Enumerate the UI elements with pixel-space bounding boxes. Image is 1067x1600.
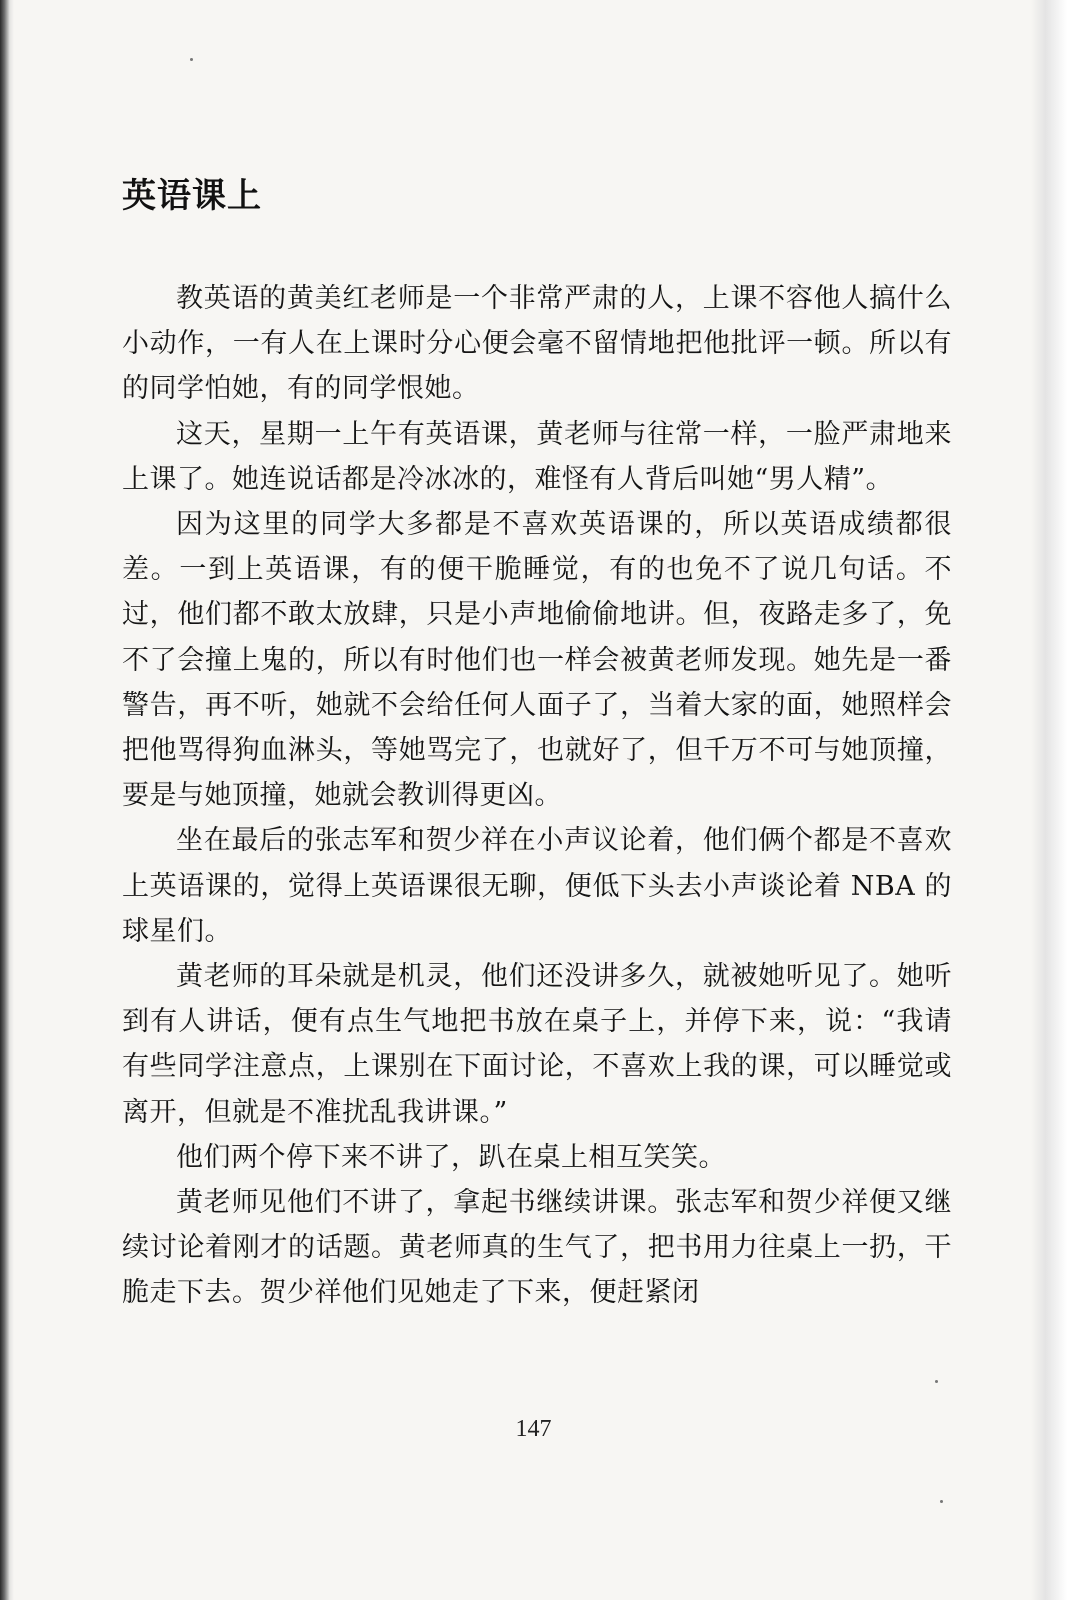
scan-speck xyxy=(940,1500,943,1503)
text-body xyxy=(122,172,952,1316)
paragraph: 坐在最后的张志军和贺少祥在小声议论着，他们俩个都是不喜欢上英语课的，觉得上英语课很无聊，便低下头去小声谈论着 NBA 的球星们。 xyxy=(122,825,952,947)
paragraph: 教英语的黄美红老师是一个非常严肃的人，上课不容他人搞什么小动作，一有人在上课时分心便会毫不留情地把他批评一顿。所以有的同学怕她，有的同学恨她。 xyxy=(122,283,952,405)
page-number: 147 xyxy=(515,1416,552,1442)
paragraph: 这天，星期一上午有英语课，黄老师与往常一样，一脸严肃地来上课了。她连说话都是冷冰冰的，难怪有人背后叫她“男人精”。 xyxy=(122,418,952,495)
page-right-edge xyxy=(1031,0,1067,1600)
chapter-title: 英语课上 xyxy=(122,176,262,216)
paragraph: 黄老师见他们不讲了，拿起书继续讲课。张志军和贺少祥便又继续讨论着刚才的话题。黄老师真的生气了，把书用力往桌上一扔，干脆走下去。贺少祥他们见她走了下来，便赶紧闭 xyxy=(122,1187,952,1309)
paragraph: 黄老师的耳朵就是机灵，他们还没讲多久，就被她听见了。她听到有人讲话，便有点生气地把书放在桌子上，并停下来，说：“我请有些同学注意点，上课别在下面讨论，不喜欢上我的课，可以睡觉或离开，但就是不准扰乱我讲课。” xyxy=(122,961,952,1128)
scan-speck xyxy=(935,1380,938,1383)
paragraph: 因为这里的同学大多都是不喜欢英语课的，所以英语成绩都很差。一到上英语课，有的便干脆睡觉，有的也免不了说几句话。不过，他们都不敢太放肆，只是小声地偷偷地讲。但，夜路走多了，免不了会撞上鬼的，所以有时他们也一样会被黄老师发现。她先是一番警告，再不听，她就不会给任何人面子了，当着大家的面，她照样会把他骂得狗血淋头，等她骂完了，也就好了，但千万不可与她顶撞，要是与她顶撞，她就会教训得更凶。 xyxy=(122,509,952,812)
page-left-edge-shadow xyxy=(0,0,14,1600)
scan-speck xyxy=(190,58,193,61)
paragraph: 他们两个停下来不讲了，趴在桌上相互笑笑。 xyxy=(176,1141,726,1173)
